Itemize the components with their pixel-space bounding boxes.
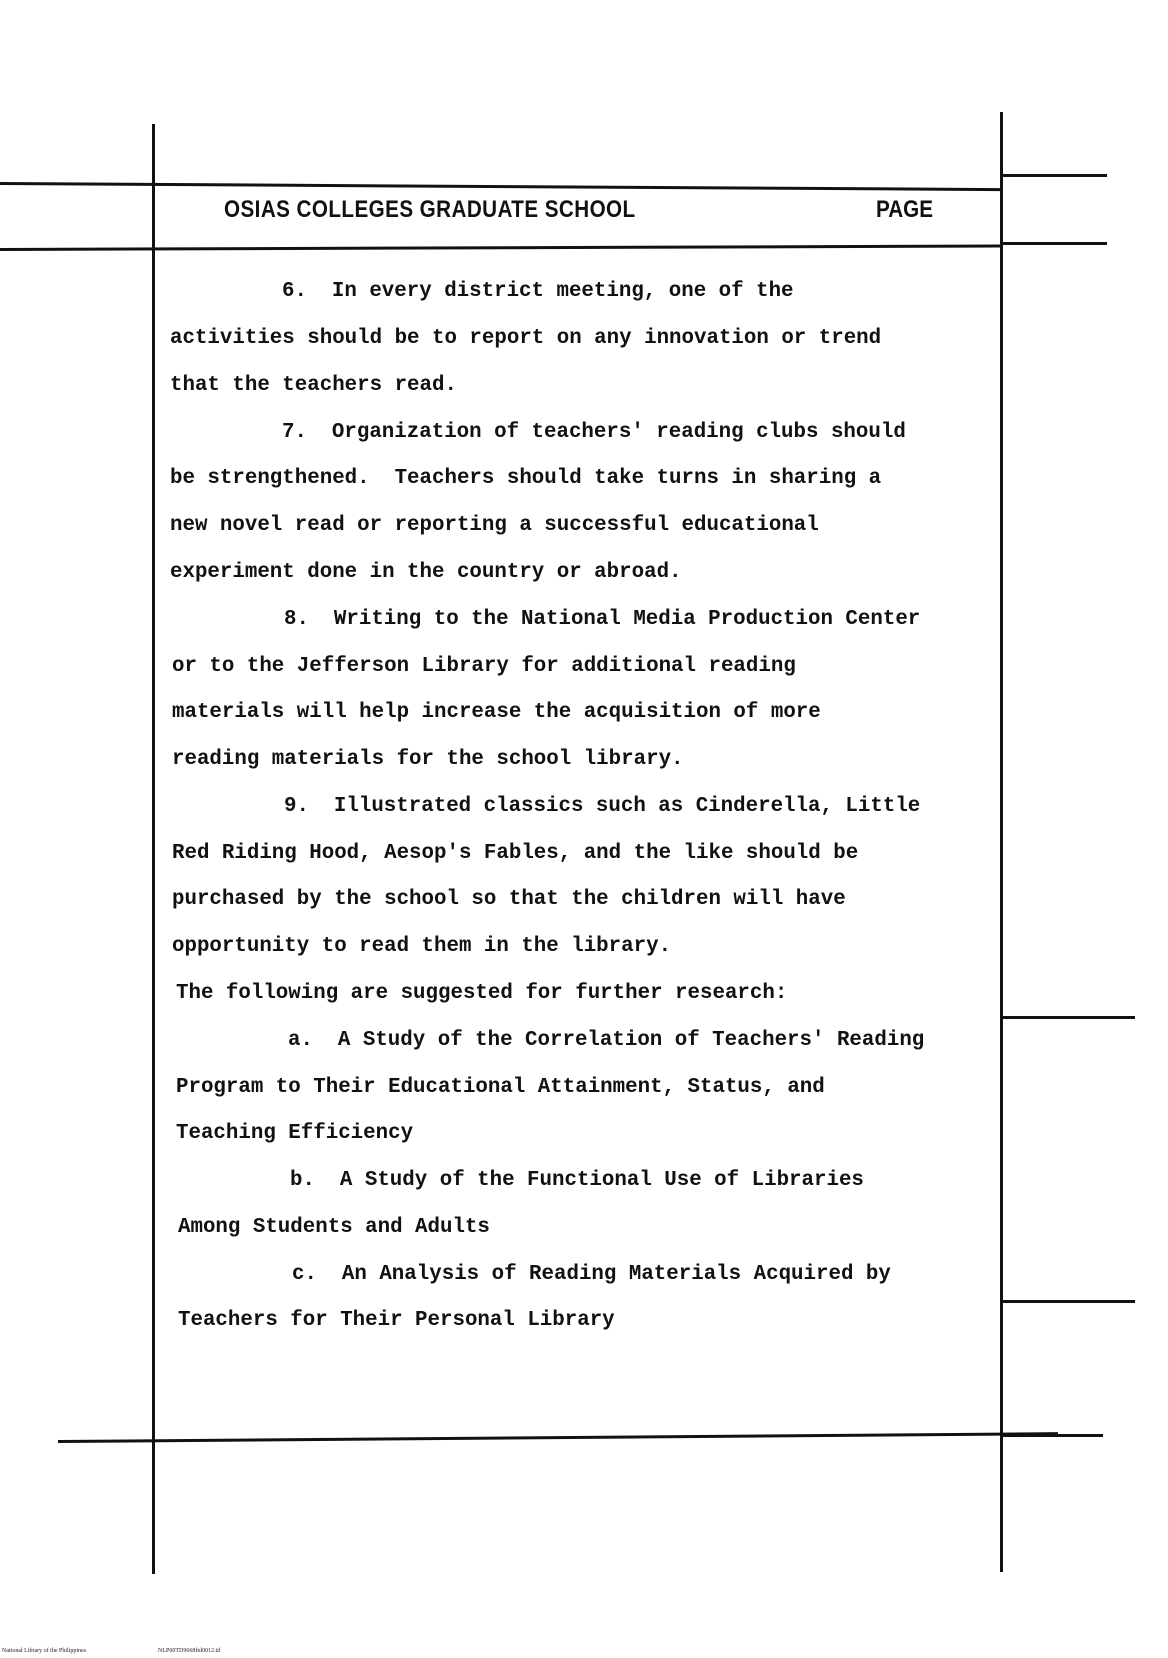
text-line: reading materials for the school library. <box>172 748 684 771</box>
text-line: new novel read or reporting a successful educational <box>170 514 819 537</box>
text-line: 8. Writing to the National Media Production Center <box>284 608 921 631</box>
text-line: 6. In every district meeting, one of the <box>282 280 794 303</box>
footer-rule-right <box>1003 1434 1103 1437</box>
scan-source-caption: National Library of the Philippines <box>2 1648 86 1654</box>
header-top-rule-right <box>1003 174 1107 177</box>
institution-title: OSIAS COLLEGES GRADUATE SCHOOL <box>224 196 636 223</box>
margin-tick-rule-1 <box>1003 1016 1135 1019</box>
text-line: Teaching Efficiency <box>176 1122 414 1145</box>
text-line: Program to Their Educational Attainment, Status, and <box>176 1076 825 1099</box>
text-line: that the teachers read. <box>170 374 457 397</box>
text-line: or to the Jefferson Library for additional reading <box>172 655 796 678</box>
text-line: a. A Study of the Correlation of Teachers' Reading <box>288 1029 925 1052</box>
text-line: activities should be to report on any innovation or trend <box>170 327 882 350</box>
text-line: c. An Analysis of Reading Materials Acquired by <box>292 1263 891 1286</box>
scan-file-caption: NLP00TD9668ftd0012.tif <box>158 1648 221 1654</box>
header-bottom-rule <box>0 245 1000 251</box>
text-line: be strengthened. Teachers should take turns in sharing a <box>170 467 882 490</box>
page-label: PAGE <box>876 196 933 223</box>
text-line: materials will help increase the acquisition of more <box>172 701 821 724</box>
footer-rule <box>58 1432 1058 1443</box>
text-line: The following are suggested for further research: <box>176 982 788 1005</box>
text-line: 7. Organization of teachers' reading clubs should <box>282 421 906 444</box>
text-line: 9. Illustrated classics such as Cinderella, Little <box>284 795 921 818</box>
margin-tick-rule-2 <box>1003 1300 1135 1303</box>
text-line: Among Students and Adults <box>178 1216 490 1239</box>
text-line: Teachers for Their Personal Library <box>178 1309 615 1332</box>
text-line: Red Riding Hood, Aesop's Fables, and the like should be <box>172 842 859 865</box>
text-line: purchased by the school so that the children will have <box>172 888 846 911</box>
text-line: b. A Study of the Functional Use of Libraries <box>290 1169 864 1192</box>
text-line: experiment done in the country or abroad. <box>170 561 682 584</box>
header-bottom-rule-right <box>1003 242 1107 245</box>
text-line: opportunity to read them in the library. <box>172 935 672 958</box>
right-border-rule <box>1000 112 1003 1572</box>
left-border-rule <box>152 124 155 1574</box>
header-top-rule <box>0 182 1000 191</box>
